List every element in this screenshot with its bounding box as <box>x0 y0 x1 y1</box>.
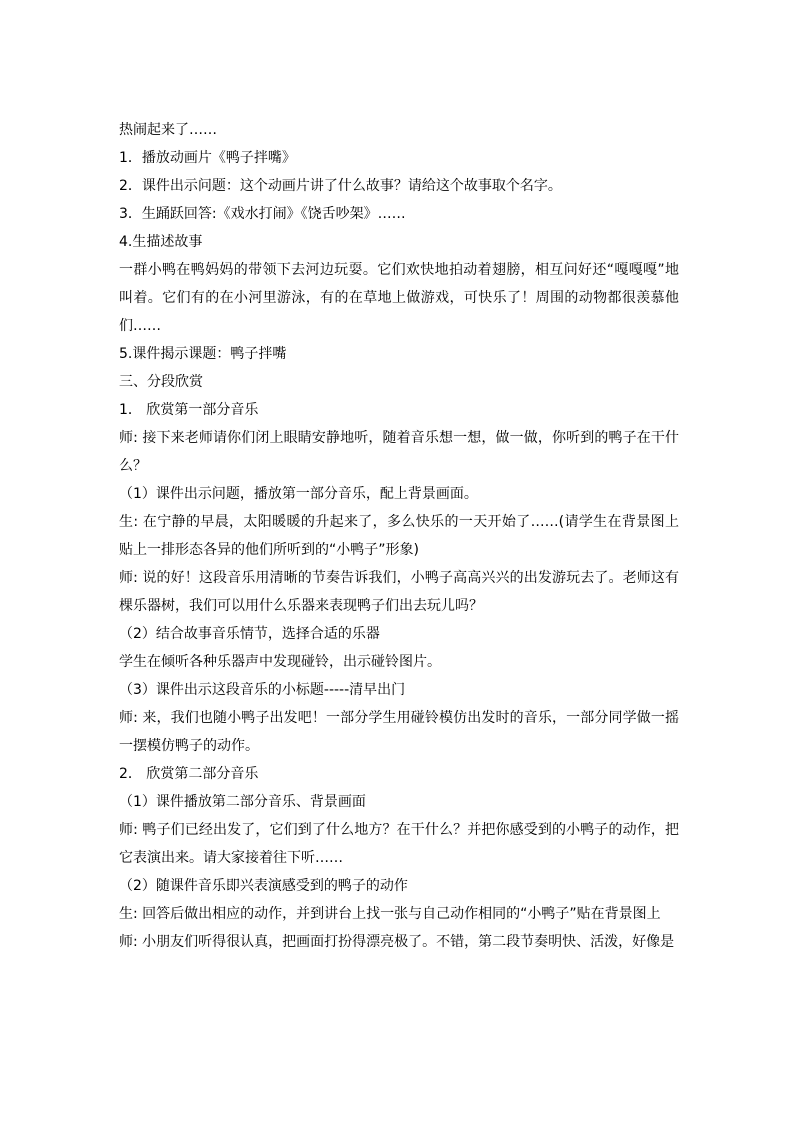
paragraph <box>119 816 679 872</box>
text-line: 生: 回答后做出相应的动作，并到讲台上找一张与自己动作相同的“小鸭子”贴在背景图上 <box>119 906 661 922</box>
text-line: （1）课件出示问题，播放第一部分音乐，配上背景画面。 <box>119 486 478 502</box>
text-line: 师: 来，我们也随小鸭子出发吧！一部分学生用碰铃模仿出发时的音乐，一部分同学做一摇 <box>119 710 679 726</box>
paragraph <box>119 228 679 256</box>
text-line: 师: 小朋友们听得很认真，把画面打扮得漂亮极了。不错，第二段节奏明快、活泼，好像是 <box>119 934 675 950</box>
text-line: （1）课件播放第二部分音乐、背景画面 <box>119 794 366 810</box>
paragraph <box>119 424 679 480</box>
text-line: 贴上一排形态各异的他们所听到的“小鸭子”形象) <box>119 542 419 558</box>
text-line: 们…… <box>119 318 161 334</box>
paragraph <box>119 480 679 508</box>
text-line: 师: 接下来老师请你们闭上眼睛安静地听，随着音乐想一想，做一做，你听到的鸭子在干什 <box>119 430 679 446</box>
paragraph <box>119 172 679 200</box>
paragraph <box>119 368 679 396</box>
document-body <box>119 116 679 956</box>
paragraph <box>119 788 679 816</box>
paragraph <box>119 872 679 900</box>
paragraph <box>119 704 679 760</box>
text-line: 3．生踊跃回答:《戏水打闹》《饶舌吵架》…… <box>119 206 406 222</box>
paragraph <box>119 116 679 144</box>
paragraph <box>119 648 679 676</box>
paragraph <box>119 928 679 956</box>
paragraph <box>119 676 679 704</box>
text-line: （3）课件出示这段音乐的小标题-----清早出门 <box>119 682 406 698</box>
text-line: 2．课件出示问题：这个动画片讲了什么故事？请给这个故事取个名字。 <box>119 178 562 194</box>
text-line: 叫着。它们有的在小河里游泳，有的在草地上做游戏，可快乐了！周围的动物都很羡慕他 <box>119 290 679 306</box>
text-line: 一摆模仿鸭子的动作。 <box>119 738 259 754</box>
paragraph <box>119 564 679 620</box>
text-line: 4.生描述故事 <box>119 234 203 250</box>
text-line: 师: 说的好！这段音乐用清晰的节奏告诉我们，小鸭子高高兴兴的出发游玩去了。老师这有 <box>119 570 679 586</box>
paragraph <box>119 900 679 928</box>
text-line: 热闹起来了…… <box>119 122 217 138</box>
paragraph <box>119 200 679 228</box>
text-line: 学生在倾听各种乐器声中发现碰铃，出示碰铃图片。 <box>119 654 441 670</box>
paragraph <box>119 620 679 648</box>
text-line: 它表演出来。请大家接着往下听…… <box>119 850 343 866</box>
text-line: 么？ <box>119 458 147 474</box>
paragraph <box>119 144 679 172</box>
text-line: 师: 鸭子们已经出发了，它们到了什么地方？在干什么？并把你感受到的小鸭子的动作，把 <box>119 822 679 838</box>
text-line: 三、分段欣赏 <box>119 374 203 390</box>
paragraph <box>119 256 679 340</box>
paragraph <box>119 508 679 564</box>
text-line: （2）随课件音乐即兴表演感受到的鸭子的动作 <box>119 878 408 894</box>
text-line: 2． 欣赏第二部分音乐 <box>119 766 259 782</box>
paragraph <box>119 396 679 424</box>
text-line: 生: 在宁静的早晨，太阳暖暖的升起来了，多么快乐的一天开始了……(请学生在背景图上 <box>119 514 679 530</box>
text-line: 1． 欣赏第一部分音乐 <box>119 402 259 418</box>
text-line: 5.课件揭示课题：鸭子拌嘴 <box>119 346 287 362</box>
text-line: 一群小鸭在鸭妈妈的带领下去河边玩耍。它们欢快地拍动着翅膀，相互问好还“嘎嘎嘎”地 <box>119 262 679 278</box>
text-line: 棵乐器树，我们可以用什么乐器来表现鸭子们出去玩儿吗？ <box>119 598 483 614</box>
text-line: 1．播放动画片《鸭子拌嘴》 <box>119 150 296 166</box>
paragraph <box>119 340 679 368</box>
text-line: （2）结合故事音乐情节，选择合适的乐器 <box>119 626 380 642</box>
paragraph <box>119 760 679 788</box>
